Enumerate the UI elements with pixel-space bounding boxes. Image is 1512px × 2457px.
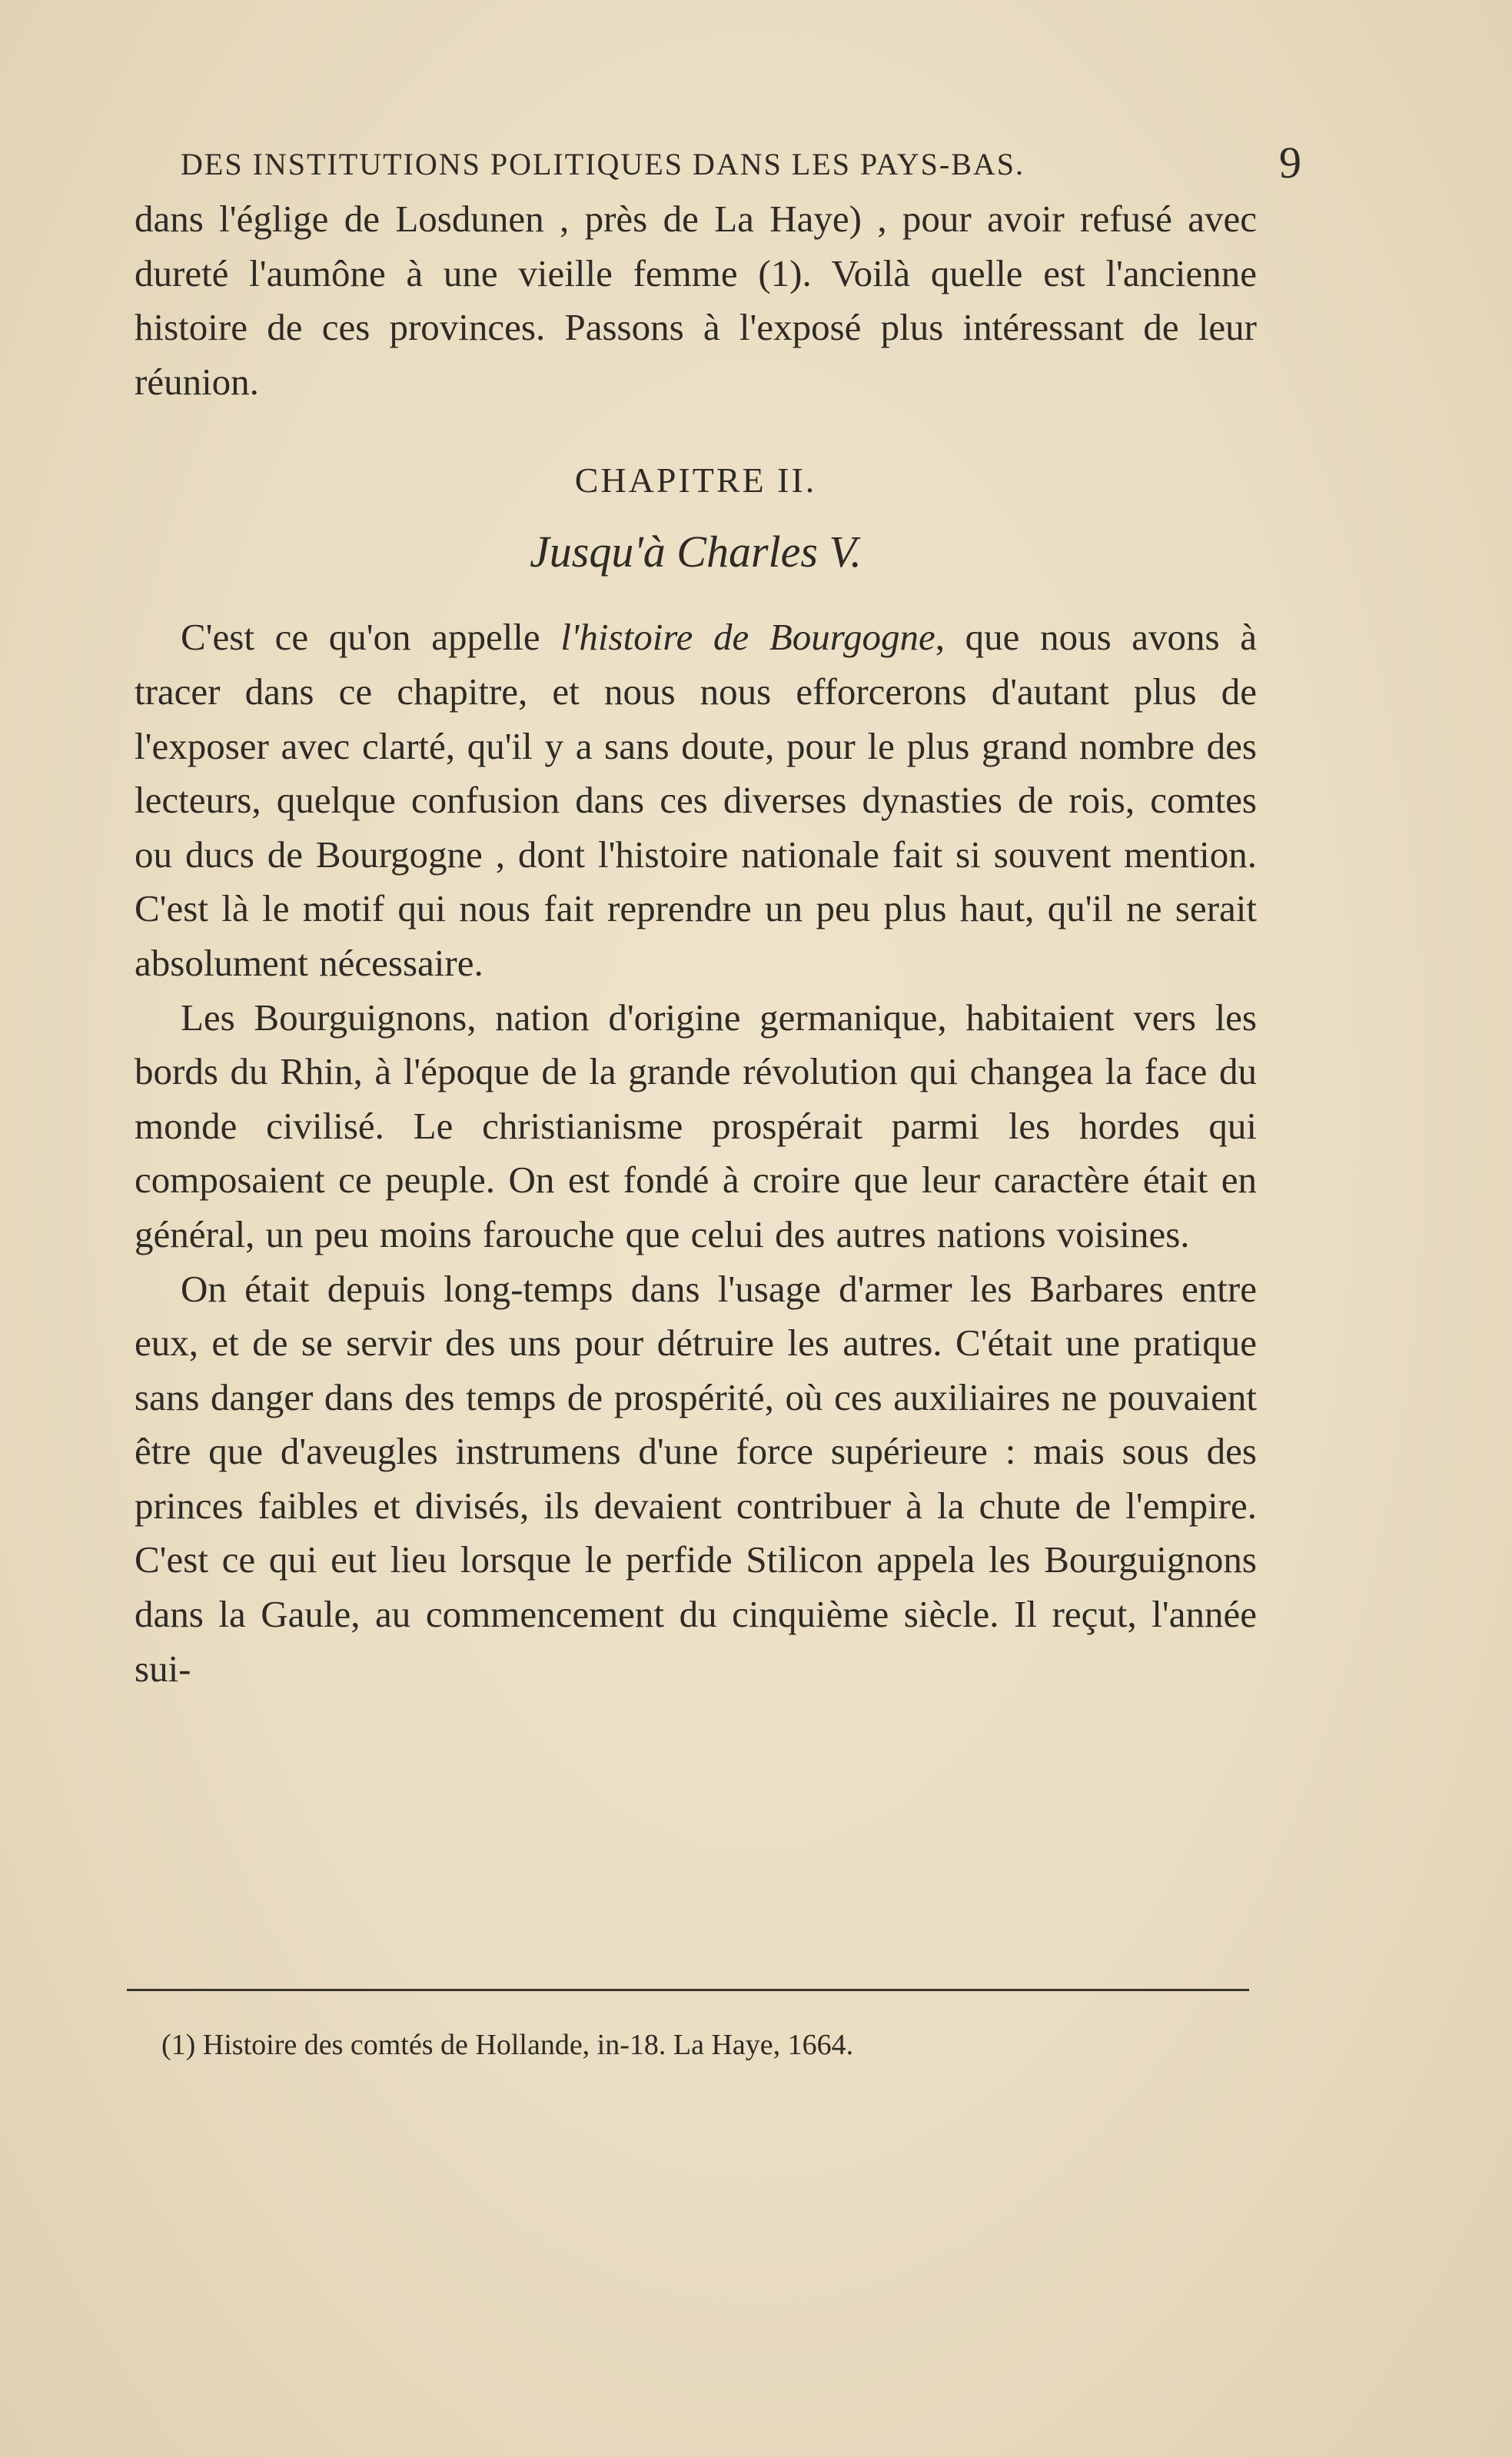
chapter-heading: CHAPITRE II. bbox=[574, 460, 817, 500]
paragraph-bourguignons: Les Bourguignons, nation d'origine germanique, habitaient vers les bords du Rhin, à l'époque de la grande révolution qui changea la face du monde civilisé. Le christianisme prospérait parmi les hordes qui composaient ce peuple. On est fondé à croire que leur caractère était en général, un peu moins farouche que celui des autres nations voisines. bbox=[135, 996, 1257, 1255]
paragraph-continuation: dans l'églige de Losdunen , près de La Haye) , pour avoir refusé avec dureté l'aumône à une vieille femme (1). Voilà quelle est l'ancienne histoire de ces provinces. Passons à l'exposé plus intéressant de leur réunion. bbox=[135, 198, 1257, 403]
text-block bbox=[135, 192, 1257, 1696]
paragraph-text: , que nous avons à tracer dans ce chapitre, et nous nous efforcerons d'autant plus de l'exposer avec clarté, qu'il y a sans doute, pour le plus grand nombre des lecteurs, quelque confusion dans ces diverses dynasties de rois, comtes ou ducs de Bourgogne , dont l'histoire nationale fait si souvent mention. C'est là le motif qui nous fait reprendre un peu plus haut, qu'il ne serait absolument nécessaire. bbox=[135, 616, 1257, 984]
paragraph-barbares: On était depuis long-temps dans l'usage d'armer les Barbares entre eux, et de se servir des uns pour détruire les autres. C'était une pratique sans danger dans des temps de prospérité, où ces auxiliaires ne pouvaient être que d'aveugles instrumens d'une force supérieure : mais sous des princes faibles et divisés, ils devaient contribuer à la chute de l'empire. C'est ce qui eut lieu lorsque le perfide Stilicon appela les Bourguignons dans la Gaule, au commencement du cinquième siècle. Il reçut, l'année sui- bbox=[135, 1267, 1257, 1690]
page-number: 9 bbox=[1279, 138, 1303, 188]
paragraph-histoire-bourgogne bbox=[135, 610, 1257, 990]
footnote: (1) Histoire des comtés de Hollande, in-18. La Haye, 1664. bbox=[161, 2029, 854, 2061]
chapter-subtitle: Jusqu'à Charles V. bbox=[530, 527, 862, 577]
footnote-rule bbox=[127, 1989, 1249, 1991]
italic-title: l'histoire de Bourgogne bbox=[560, 616, 935, 659]
paragraph-text: C'est ce qu'on appelle bbox=[181, 616, 561, 659]
running-head-title: DES INSTITUTIONS POLITIQUES DANS LES PAYS-BAS. bbox=[181, 147, 1025, 181]
